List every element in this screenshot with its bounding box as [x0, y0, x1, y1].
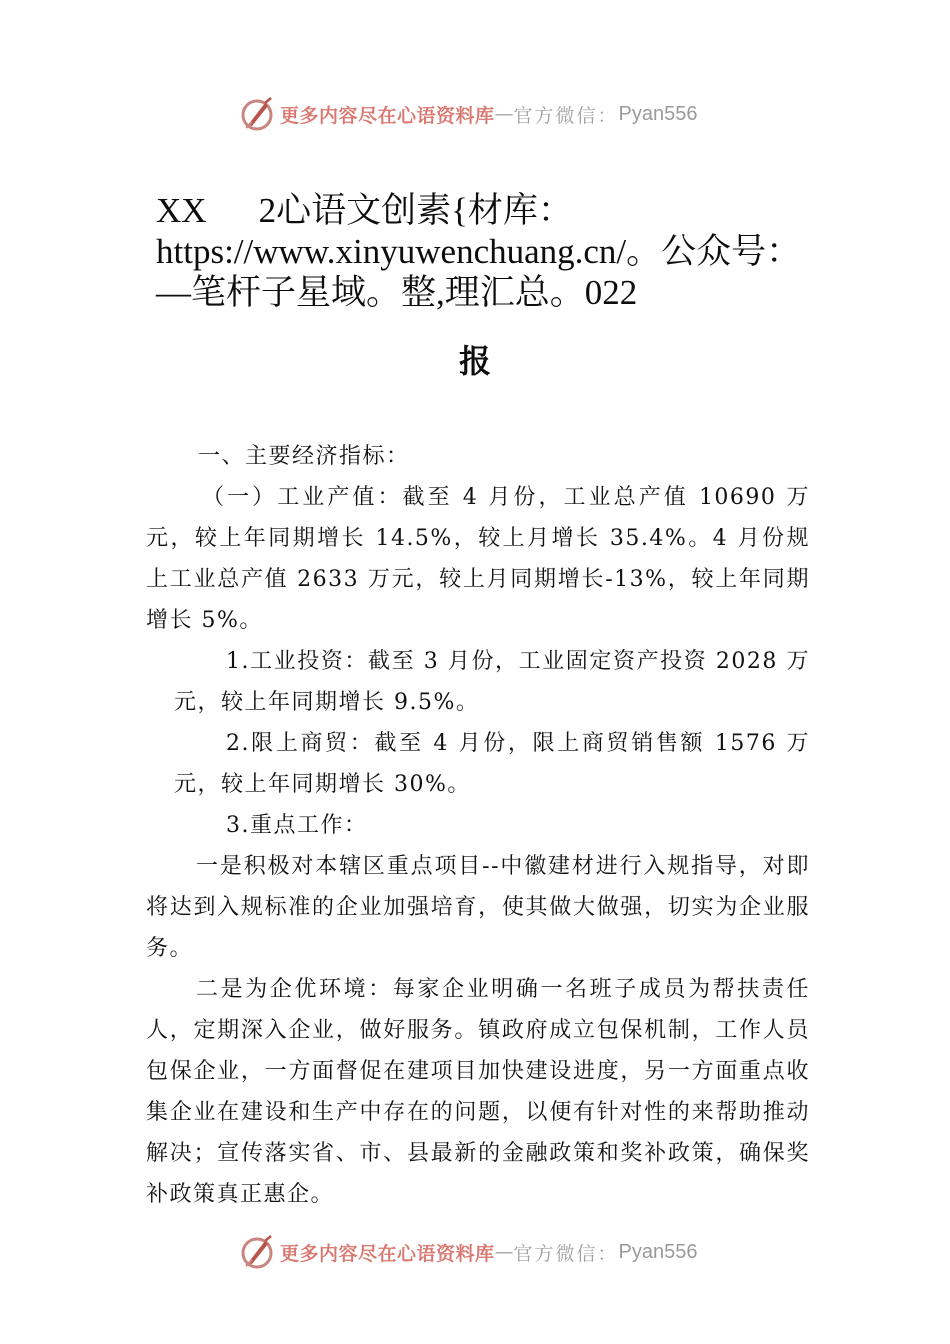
banner-brand-text: 更多内容尽在心语资料库 [280, 104, 495, 127]
paragraph-industrial-investment: 1.工业投资：截至 3 月份，工业固定资产投资 2028 万元，较上年同期增长 9.5%。 [174, 649, 810, 715]
banner-wechat-label: 官方微信： [513, 1242, 619, 1265]
title-line-1 [156, 190, 856, 231]
paragraph-industrial-output: （一）工业产值：截至 4 月份，工业总产值 10690 万元，较上年同期增长 14.5%，较上月增长 35.4%。4 月份规上工业总产值 2633 万元，较上月同期增长-13%，较上年同期增长 5%。 [146, 485, 810, 633]
banner-separator: — [494, 1241, 514, 1263]
quill-logo-icon [238, 95, 276, 133]
banner-wechat-id: Pyan556 [618, 1240, 698, 1263]
section-heading-main-indicators: 一、主要经济指标： [198, 444, 410, 469]
footer-banner [238, 1232, 698, 1272]
document-body [146, 436, 810, 1215]
quill-logo-icon [238, 1233, 276, 1271]
banner-brand-text: 更多内容尽在心语资料库 [280, 1242, 495, 1265]
paragraph-key-work-heading: 3.重点工作： [226, 813, 368, 838]
header-banner [238, 94, 698, 134]
paragraph-commerce-sales: 2.限上商贸：截至 4 月份，限上商贸销售额 1576 万元，较上年同期增长 30%。 [174, 731, 810, 797]
title-line-2: https://www.xinyuwenchuang.cn/。公众号： [156, 232, 802, 271]
banner-wechat-id: Pyan556 [618, 102, 698, 125]
banner-wechat-label: 官方微信： [513, 104, 619, 127]
banner-separator: — [494, 103, 514, 125]
report-heading: 报 [458, 342, 491, 380]
title-line-1-text: 2心语文创素{材库： [258, 191, 573, 230]
paragraph-key-project-guidance: 一是积极对本辖区重点项目--中徽建材进行入规指导，对即将达到入规标准的企业加强培育，使其做大做强，切实为企业服务。 [146, 854, 810, 961]
document-title [156, 190, 856, 313]
paragraph-business-environment: 二是为企优环境：每家企业明确一名班子成员为帮扶责任人，定期深入企业，做好服务。镇政府成立包保机制，工作人员包保企业，一方面督促在建项目加快建设进度，另一方面重点收集企业在建设和生产中存在的问题，以便有针对性的来帮助推动解决；宣传落实省、市、县最新的金融政策和奖补政策，确保奖补政策真正惠企。 [146, 977, 810, 1207]
title-line-1-prefix: XX [156, 191, 207, 230]
title-line-3: —笔杆子星域。整,理汇总。022 [156, 273, 638, 312]
